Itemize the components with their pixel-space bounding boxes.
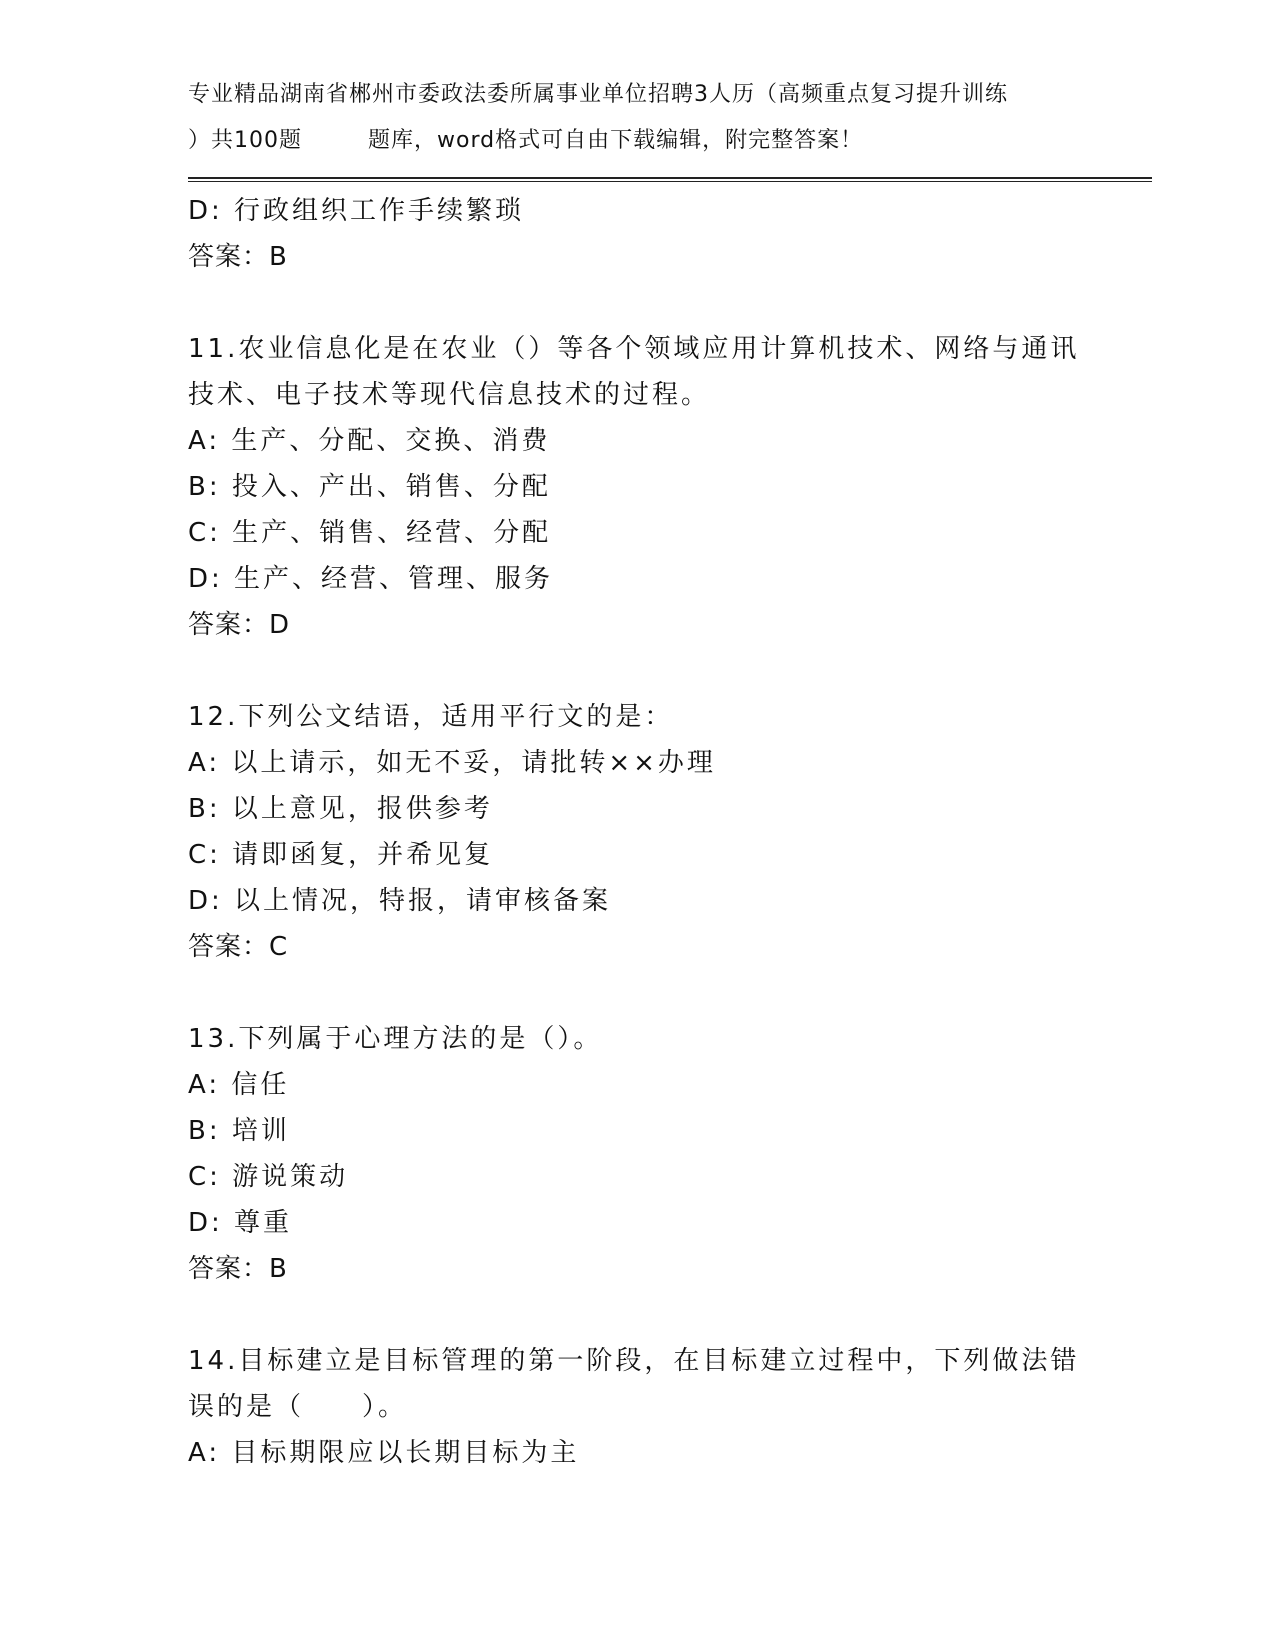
header-line-1: 专业精品湖南省郴州市委政法委所属事业单位招聘3人历（高频重点复习提升训练 (188, 82, 1008, 107)
question-11-option-b: B: 投入、产出、销售、分配 (188, 472, 551, 502)
question-13-stem: 13.下列属于心理方法的是（）。 (188, 1024, 603, 1054)
question-14-option-a: A: 目标期限应以长期目标为主 (188, 1438, 580, 1468)
question-13-option-b: B: 培训 (188, 1116, 290, 1146)
document-header (188, 72, 1088, 164)
question-13-option-a: A: 信任 (188, 1070, 290, 1100)
question-12-answer: 答案：C (188, 932, 289, 962)
header-line-2 (188, 118, 1088, 164)
question-13-option-d: D: 尊重 (188, 1208, 293, 1238)
question-13-answer: 答案：B (188, 1254, 288, 1284)
question-13-option-c: C: 游说策动 (188, 1162, 349, 1192)
header-rule-thick (188, 177, 1152, 179)
question-11-stem-line-1: 11.农业信息化是在农业（）等各个领域应用计算机技术、网络与通讯 (188, 334, 1080, 364)
question-11-stem-line-2: 技术、电子技术等现代信息技术的过程。 (188, 380, 711, 410)
question-12-option-b: B: 以上意见，报供参考 (188, 794, 493, 824)
answer-line: 答案：B (188, 242, 288, 272)
question-14-stem-line-1: 14.目标建立是目标管理的第一阶段，在目标建立过程中，下列做法错 (188, 1346, 1080, 1376)
question-11-option-a: A: 生产、分配、交换、消费 (188, 426, 551, 456)
option-d: D: 行政组织工作手续繁琐 (188, 196, 525, 226)
question-12-stem: 12.下列公文结语，适用平行文的是： (188, 702, 674, 732)
header-line-2-part-2: 题库，word格式可自由下载编辑，附完整答案！ (368, 128, 864, 153)
question-12-option-a: A: 以上请示，如无不妥，请批转××办理 (188, 748, 716, 778)
question-list (188, 188, 1088, 1476)
question-11-option-d: D: 生产、经营、管理、服务 (188, 564, 554, 594)
question-12-option-d: D: 以上情况，特报，请审核备案 (188, 886, 612, 916)
question-11-answer: 答案：D (188, 610, 291, 640)
header-rule-thin (188, 181, 1152, 182)
question-12-option-c: C: 请即函复，并希见复 (188, 840, 494, 870)
question-14-stem-line-2: 误的是（ ）。 (188, 1392, 408, 1422)
question-11-option-c: C: 生产、销售、经营、分配 (188, 518, 552, 548)
header-line-2-part-1: ）共100题 (188, 128, 302, 153)
